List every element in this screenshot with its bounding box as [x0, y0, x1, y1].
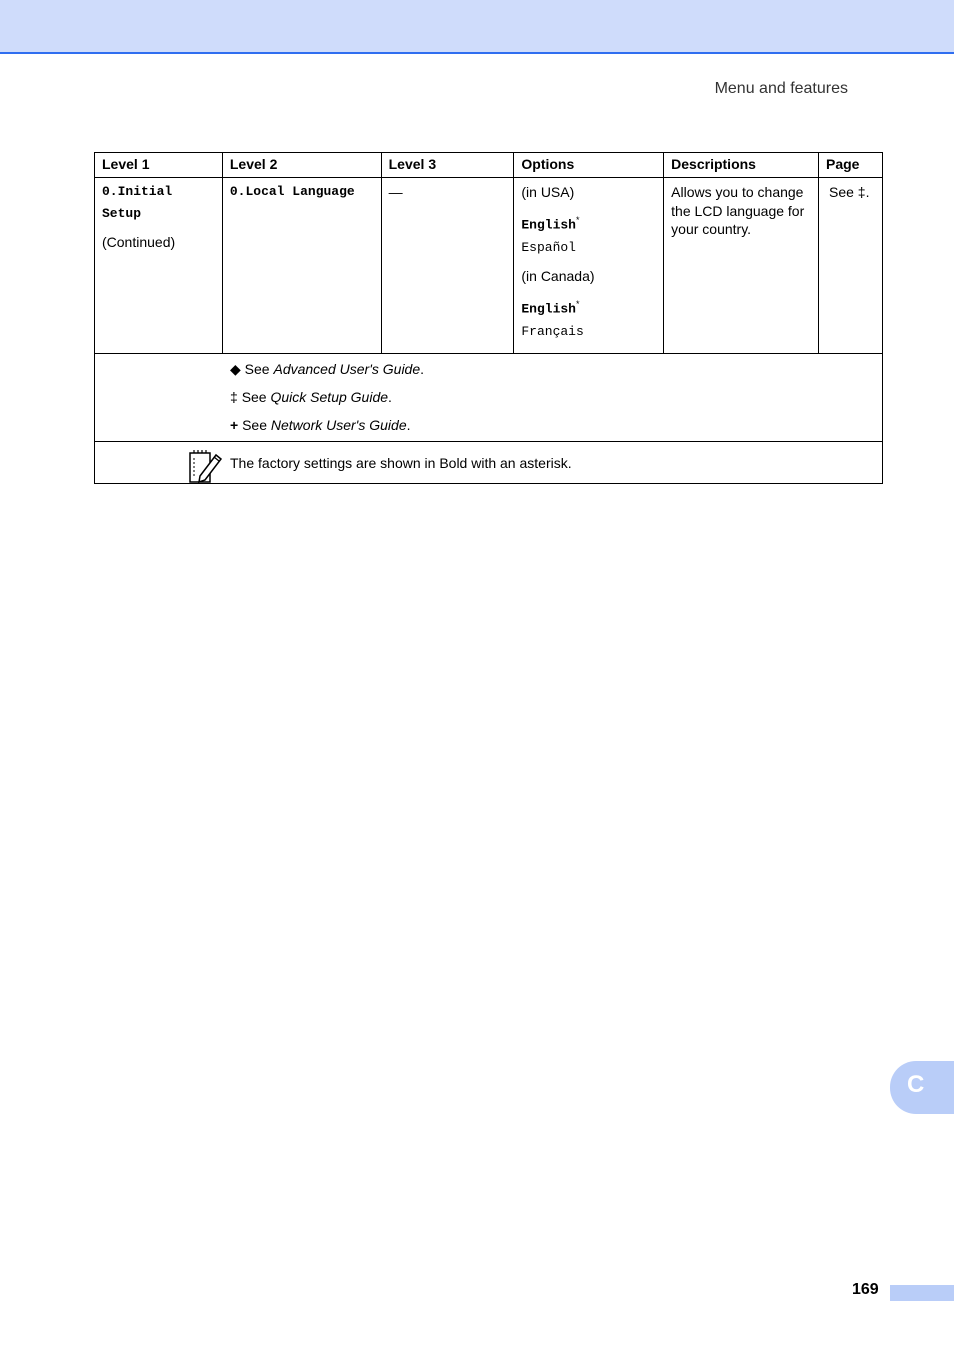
footnotes-row	[95, 354, 883, 442]
guide-title: Advanced User's Guide	[273, 361, 421, 377]
note-row	[95, 442, 883, 484]
page-number-bar	[890, 1285, 954, 1301]
option-value: Français	[521, 324, 584, 339]
default-asterisk: *	[575, 215, 580, 225]
menu-table	[94, 152, 883, 484]
footnote-network: + See Network User's Guide.	[230, 417, 411, 433]
column-header: Level 3	[381, 153, 514, 178]
running-head: Menu and features	[714, 80, 848, 97]
guide-title: Quick Setup Guide	[270, 389, 389, 405]
option-region-usa: (in USA)	[521, 184, 575, 200]
page-number: 169	[852, 1281, 879, 1298]
guide-title: Network User's Guide	[270, 417, 407, 433]
double-dagger-icon: ‡	[230, 389, 238, 405]
options-cell	[514, 178, 664, 354]
option-default: English*	[521, 215, 580, 233]
default-asterisk: *	[575, 299, 580, 309]
level1-value: 0.Initial Setup	[102, 184, 173, 221]
column-header: Descriptions	[664, 153, 819, 178]
diamond-icon: ◆	[230, 361, 241, 377]
note-pencil-icon	[186, 449, 224, 485]
column-header: Page	[818, 153, 882, 178]
description-text: Allows you to change the LCD language for your country.	[671, 184, 805, 237]
level1-cell	[95, 178, 223, 354]
plus-icon: +	[230, 417, 239, 433]
note-text: The factory settings are shown in Bold with an asterisk.	[230, 455, 572, 471]
column-header: Level 1	[95, 153, 223, 178]
footnotes-cell	[95, 354, 883, 442]
footnote-advanced: ◆ See Advanced User's Guide.	[230, 361, 425, 377]
header-band	[0, 0, 954, 54]
table-header-row	[95, 153, 883, 178]
description-cell	[664, 178, 819, 354]
chapter-tab	[890, 1061, 954, 1114]
option-region-canada: (in Canada)	[521, 268, 595, 284]
level3-cell	[381, 178, 514, 354]
level2-cell	[222, 178, 381, 354]
table-row	[95, 178, 883, 354]
chapter-letter: C	[907, 1071, 925, 1098]
column-header: Options	[514, 153, 664, 178]
note-cell	[95, 442, 883, 484]
level1-continued: (Continued)	[102, 234, 176, 250]
page-reference: See ‡.	[828, 184, 870, 200]
option-value: Español	[521, 240, 576, 255]
page-cell	[818, 178, 882, 354]
level2-value: 0.Local Language	[229, 184, 355, 199]
footnote-quick-setup: ‡ See Quick Setup Guide.	[230, 389, 392, 405]
level3-value: —	[388, 184, 403, 200]
column-header: Level 2	[222, 153, 381, 178]
option-default: English*	[521, 299, 580, 317]
